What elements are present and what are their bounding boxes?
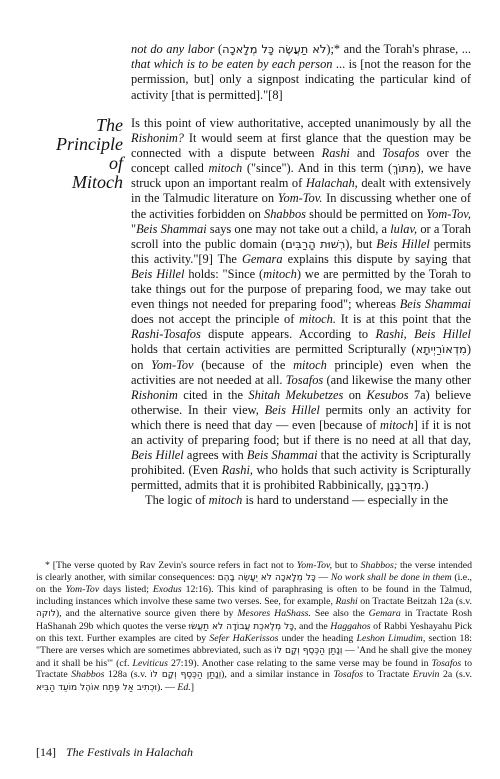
text: principle) even when the activities are not needed at all. [131,357,472,387]
text-italic: Shitah Mekubetzes [248,387,344,402]
side-heading-line: Principle [56,134,123,154]
text-italic: mitoch [263,266,297,281]
text-italic: No work shall be done in them [330,571,452,583]
footnote [36,560,472,695]
text: ) we are permitted by the Torah to take things out for the purpose of preparing food, we may take out even things not needed for preparing food"; whereas [131,266,471,312]
text-italic: Yom-Tov. [277,191,323,206]
text: should be permitted on [306,206,427,221]
text: In discussing whether one of the activities forbidden on [131,191,472,221]
text-italic: that which is to be eaten by each person [131,57,333,72]
text: under the heading [278,633,357,645]
text-italic: mitoch [208,161,243,176]
text-italic: Tosafos [382,146,420,161]
text: 128a (s.v. [104,669,151,681]
text: .) [421,478,429,493]
text: Is this point of view authoritative, accepted unanimously by all the [131,116,471,130]
text-italic: Halachah, [305,176,358,191]
text: ] [190,682,194,694]
text: ), we have struck upon an important realm of [131,161,471,191]
text-italic: Beis Hillel [131,266,185,281]
text: ) on [131,342,471,372]
text: dealt with extensively in the Talmudic literature on [131,176,471,206]
side-heading-line: Mitoch [72,172,123,192]
text-italic: Haggahos [330,620,371,632]
text: * [The verse quoted by Rav Zevin's source refers in fact not to [45,560,297,571]
text: ). — [156,682,178,694]
text: 2a (s.v. [439,669,472,681]
text-italic: Tosafos [431,657,462,669]
text-italic: Rashi, [221,463,253,478]
hebrew-text: כָּל מְלָאכָה לֹא יֵעָשֶׂה בָהֶם [217,572,316,583]
text-italic: Beis Hillel [264,402,320,417]
side-heading [52,116,123,192]
text-italic: Leviticus [132,657,168,669]
hebrew-text: וּכְתִיב אַל פֶּתַח אוֹהֶל מוֹעֵד הַבִּיא [36,683,157,694]
body-paragraph [131,493,471,508]
text: agrees with [183,448,247,463]
text: holds: "Since ( [184,266,264,281]
text: See also the [310,607,369,619]
text: It is at this point that the [335,312,471,327]
text-italic: Yom-Tov, [296,560,333,571]
text-italic: Beis Hillel [376,236,430,251]
text-italic: Rishonim [131,387,178,402]
text: holds that certain activities are permitted Scripturally ( [131,342,416,357]
text-italic: Beis Shammai [136,221,207,236]
text: The logic of [145,493,209,508]
text: dispute appears. According to [200,327,376,342]
text-italic: Ed. [177,682,191,694]
continuation-paragraph [131,42,471,103]
text: and [349,146,383,161]
text-italic: Yom-Tov, [426,206,471,221]
body-paragraph [131,116,471,493]
text: permits only an activity for which there is need that day — even [because of [131,402,471,432]
text: (and likewise the many other [323,372,471,387]
text-italic: lulav, [390,221,418,236]
text: permits this activity."[9] The [131,236,471,266]
text: ), and the alternative source given there by [55,607,238,619]
text: of Rabbi Yeshayahu Pick on this text. Further examples are cited by [36,620,472,645]
text-italic: Rishonim? [131,131,185,146]
hebrew-text: כָּל מְלֶאכֶת עֲבוֹדָה לֹא תַעֲשׂוּ [188,621,294,632]
page-number: [14] [36,745,56,759]
hebrew-text: וְנָתַן הַכֶּסֶף וְקָם לוֹ [274,645,343,656]
text: in Tractate Rosh HaShanah 29b which quotes the verse [36,607,472,632]
text: (because of the [193,357,294,372]
text-italic: mitoch [208,493,243,508]
text: on Tractate Beitzah 12a (s.v. [357,596,472,608]
side-heading-line: The [96,115,123,135]
text: who holds that such activity is Scripturally permitted, admits that it is prohibited Rabbinically, [131,463,472,493]
text-italic: Gemara [241,251,283,266]
text-italic: Shabbos [71,669,105,681]
side-heading-line: of [108,153,123,173]
text-italic: not do any labor [131,42,215,56]
text: It would seem at first glance that the question may be connected with a dispute between [131,131,471,161]
text-italic: Shabbos; [360,560,398,571]
text: says one may not take out a child, a [206,221,391,236]
text: ), and a similar instance in [221,669,334,681]
footnote-paragraph [36,560,472,695]
text-italic: Kesubos [366,387,409,402]
text: days listed; [99,584,153,596]
text-italic: Mesores HaShass. [237,607,311,619]
text: ... is [not the reason for the permission, but] only a signpost indicating the particular kind of activity [that is permitted]."[8] [131,57,471,102]
text: );* and the Torah's phrase, ... [326,42,471,56]
text-italic: Beis Shammai [399,297,471,312]
hebrew-text: לוקה [36,608,56,619]
text-italic: Gemara [368,607,401,619]
text-italic: Sefer HaKerissos [209,633,279,645]
hebrew-text: וְנָתַן הַכֶּסֶף וְקָם לוֹ [150,670,222,681]
text: that the activity is Scripturally prohibited. (Even [131,448,471,478]
text-italic: Eruvin [412,669,440,681]
body-text [131,116,471,508]
text: cited in the [177,387,249,402]
text: explains this dispute by saying that [282,251,471,266]
text: to Tractate [363,669,413,681]
text-italic: Exodus [152,584,182,596]
text-italic: Yom-Tov [151,357,194,372]
text-italic: mitoch. [299,312,336,327]
text-italic: Beis Shammai [246,448,318,463]
text: ), but [345,236,377,251]
text-italic: Shabbos [264,206,306,221]
text-italic: Tosafos [333,669,364,681]
text-italic: Rashi [321,146,350,161]
text-italic: Rashi, Beis Hillel [375,327,471,342]
text: , and the [294,620,331,632]
hebrew-text: מִתּוֹךְ [392,161,417,176]
hebrew-text: לֹא תַעֲשֶׂה כָּל מְלָאכָה [222,42,327,56]
text: section 18: "There are verses which are sometimes abbreviated, such as [36,633,472,656]
text: does not accept the principle of [131,312,300,327]
text-italic: Leshon Limudim, [356,633,426,645]
text: on [343,387,367,402]
text-italic: mitoch [293,357,327,372]
text-italic: Tosafos [285,372,324,387]
text: is hard to understand — especially in the [242,493,449,508]
text: (i.e., on the [36,571,473,596]
text: 7a) believe otherwise. In their view, [131,387,472,417]
text: or a Torah scroll into the public domain ( [131,221,471,251]
text: over the concept called [131,146,471,176]
text: ( [214,42,223,56]
text-italic: Rashi-Tosafos [131,327,201,342]
text: to Tractate [36,657,472,681]
text: but to [332,560,361,571]
text-italic: Beis Hillel [131,448,184,463]
hebrew-text: מִדְאוֹרַיְיתָא [415,342,467,357]
text: ] if it is not an activity of preparing food; but if there is no need at all that day, [131,417,471,447]
text: 12:16). This kind of paraphrasing is often to be found in the Talmud, including instances which involve these same two verses. See, for example, [36,584,472,608]
text: ("since"). And in this term ( [242,161,393,176]
hebrew-text: רְשׁוּת הָרַבִּים [285,236,346,251]
text-italic: Rashi [335,596,358,608]
text: the verse intended is clearly another, with similar consequences: [36,560,472,583]
text: — 'And he shall give the money and it shall be his'" (cf. [36,644,473,669]
text: — [315,571,331,583]
book-title: The Festivals in Halachah [66,745,193,759]
text-italic: Yom-Tov [65,584,100,596]
hebrew-text: מִדְּרַבָּנָן [386,478,422,493]
page-footer [36,745,472,759]
text-italic: mitoch [380,417,414,432]
text: 27:19). Another case relating to the same verse may be found in [167,657,432,669]
text: " [131,221,137,236]
